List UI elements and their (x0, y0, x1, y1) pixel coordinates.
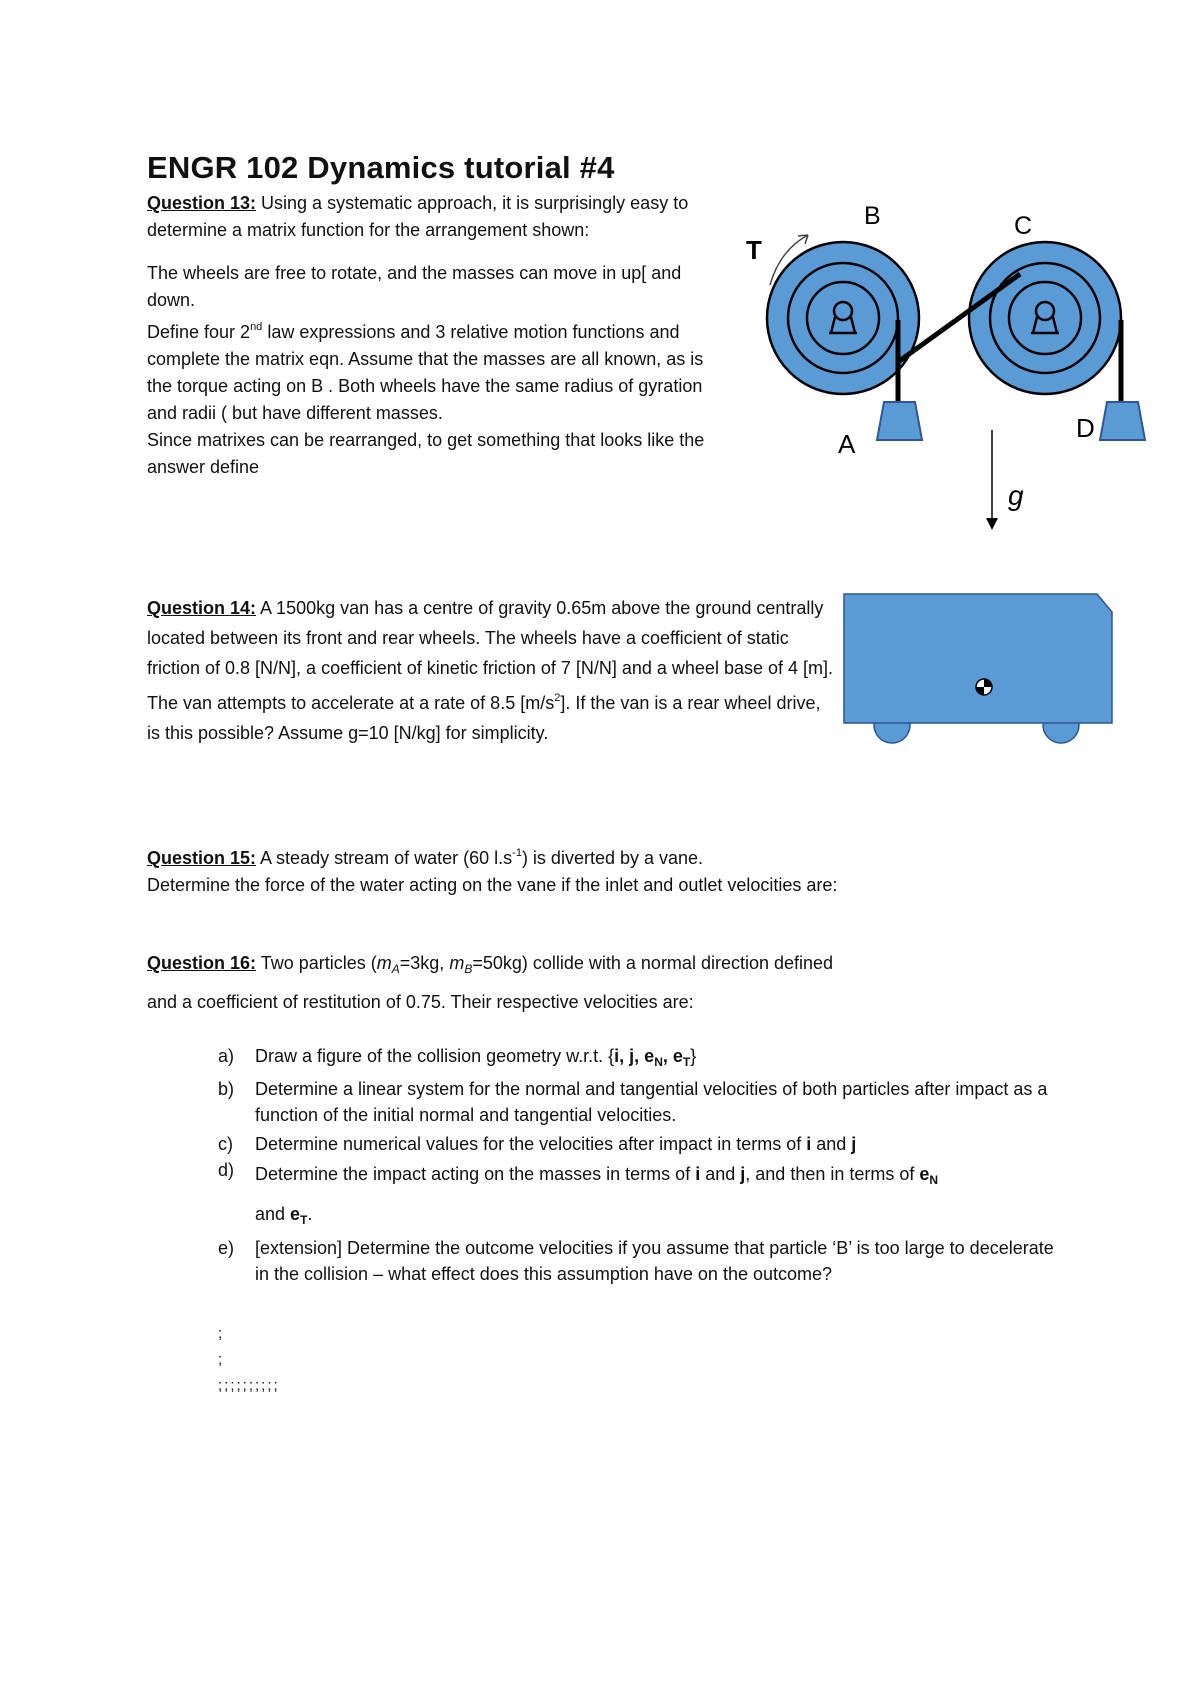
part-d-t1: Determine the impact acting on the masses in terms of (255, 1164, 696, 1184)
part-d-t3: , and then in terms of (745, 1164, 920, 1184)
part-c-t1: Determine numerical values for the velocities after impact in terms of (255, 1134, 807, 1154)
page-title: ENGR 102 Dynamics tutorial #4 (147, 150, 615, 185)
q13-p3b: law expressions and 3 relative motion functions and complete the matrix eqn. Assume that the masses are all known, as is the torque acting on B . Both wheels have the same radius of gyration and radii ( but have different masses. (147, 322, 704, 423)
q16-part-c (218, 1131, 1068, 1157)
q13-p3a: Define four 2 (147, 322, 251, 342)
q16-mB: m (449, 953, 465, 973)
q14-text: A 1500kg van has a centre of gravity 0.65m above the ground centrally located between its front and rear wheels. The wheels have a coefficient of static friction of 0.8 [N/N], a coefficient of kinetic friction of 7 [N/N] and a wheel base of 4 [m]. The van attempts to accelerate at a rate of 8.5 [m/s (147, 598, 833, 713)
q16-t2: =3kg, (399, 953, 450, 973)
part-d-b3: e (919, 1164, 930, 1184)
part-c-label: c) (218, 1134, 233, 1154)
part-b-text: Determine a linear system for the normal and tangential velocities of both particles after impact as a function of the initial normal and tangential velocities. (255, 1079, 1048, 1125)
label-C: C (1014, 212, 1033, 240)
q13-label: Question 13: (147, 193, 257, 213)
label-B: B (864, 202, 881, 230)
part-e-text: [extension] Determine the outcome velocities if you assume that particle ‘B’ is too large to decelerate in the collision – what effect does this assumption have on the outcome? (255, 1238, 1054, 1284)
q16-part-a (218, 1043, 1068, 1075)
part-a-s2: T (682, 1055, 691, 1069)
q15-label: Question 15: (147, 848, 257, 868)
q16-line2: and a coefficient of restitution of 0.75. Their respective velocities are: (147, 992, 694, 1012)
stray-semicolon-3: ;;;;;;;;;; (218, 1377, 280, 1394)
part-d-b1: i (695, 1164, 701, 1184)
q15-text-a: A steady stream of water (60 l.s (256, 848, 513, 868)
part-c-b2: j (851, 1134, 857, 1154)
q14-text2: ]. If the van is a rear wheel drive, is this possible? Assume g=10 [N/kg] for simplicity. (147, 693, 821, 743)
part-d-t2: and (700, 1164, 741, 1184)
q14-sup: 2 (554, 692, 561, 704)
q16-subB: B (464, 962, 473, 976)
q14-label: Question 14: (147, 598, 257, 618)
part-d-t5: . (307, 1204, 313, 1224)
q13-para4: Since matrixes can be rearranged, to get something that looks like the answer define (147, 430, 705, 477)
q16-subA: A (391, 962, 400, 976)
q13-intro (147, 190, 707, 244)
part-c-t2: and (811, 1134, 852, 1154)
part-a-t3: } (690, 1046, 697, 1066)
q16-t1: Two particles ( (256, 953, 377, 973)
q15-line1 (147, 840, 1107, 872)
part-d-s4: T (300, 1213, 308, 1227)
q13-p3sup: nd (250, 321, 263, 333)
gravity-arrowhead (986, 518, 998, 530)
question-13 (147, 190, 707, 481)
q13-para2: The wheels are free to rotate, and the masses can move in up[ and down. (147, 263, 682, 310)
question-14 (147, 593, 837, 748)
q15-line2: Determine the force of the water acting on the vane if the inlet and outlet velocities are: (147, 875, 838, 895)
q16-part-b (218, 1076, 1068, 1128)
wheel-C (969, 242, 1121, 394)
pulley-figure (746, 190, 1150, 550)
centre-of-gravity-icon (976, 679, 992, 695)
van-body (844, 594, 1112, 723)
part-a-t1: Draw a figure of the collision geometry w.r.t. { (255, 1046, 615, 1066)
part-d-b4: e (290, 1204, 301, 1224)
part-d-t4: and (255, 1204, 291, 1224)
question-15 (147, 840, 1107, 899)
q16-mA: m (376, 953, 392, 973)
part-a-label: a) (218, 1046, 235, 1066)
stray-semicolon-1: ; (218, 1325, 225, 1342)
q13-line1: Using a systematic approach, it is surprisingly easy to determine a matrix function for the arrangement shown: (147, 193, 689, 240)
q16-line1 (147, 950, 1107, 983)
stray-semicolon-2: ; (218, 1351, 225, 1368)
mass-A (877, 402, 922, 440)
part-c-b1: i (806, 1134, 812, 1154)
part-e-label: e) (218, 1238, 235, 1258)
part-d-label: d) (218, 1160, 235, 1180)
part-b-label: b) (218, 1079, 235, 1099)
part-d-s3: N (929, 1173, 939, 1187)
mass-D (1100, 402, 1145, 440)
label-g: g (1008, 480, 1024, 511)
q13-para3 (147, 314, 707, 427)
q16-part-e (218, 1235, 1068, 1287)
part-a-s1: N (654, 1055, 663, 1069)
label-D: D (1076, 413, 1095, 443)
label-A: A (838, 429, 856, 459)
q15-text-b: ) is diverted by a vane. (521, 848, 704, 868)
q16-t3: =50kg) collide with a normal direction defined (472, 953, 834, 973)
q15-sup: -1 (512, 847, 522, 859)
part-a-b1: i, j, e (614, 1046, 655, 1066)
q16-label: Question 16: (147, 953, 257, 973)
part-a-t2: , e (662, 1046, 683, 1066)
part-d-b2: j (740, 1164, 746, 1184)
label-T: T (746, 235, 762, 265)
q16-part-d (218, 1157, 1068, 1237)
van-figure (840, 590, 1120, 750)
question-16 (147, 950, 1107, 1016)
